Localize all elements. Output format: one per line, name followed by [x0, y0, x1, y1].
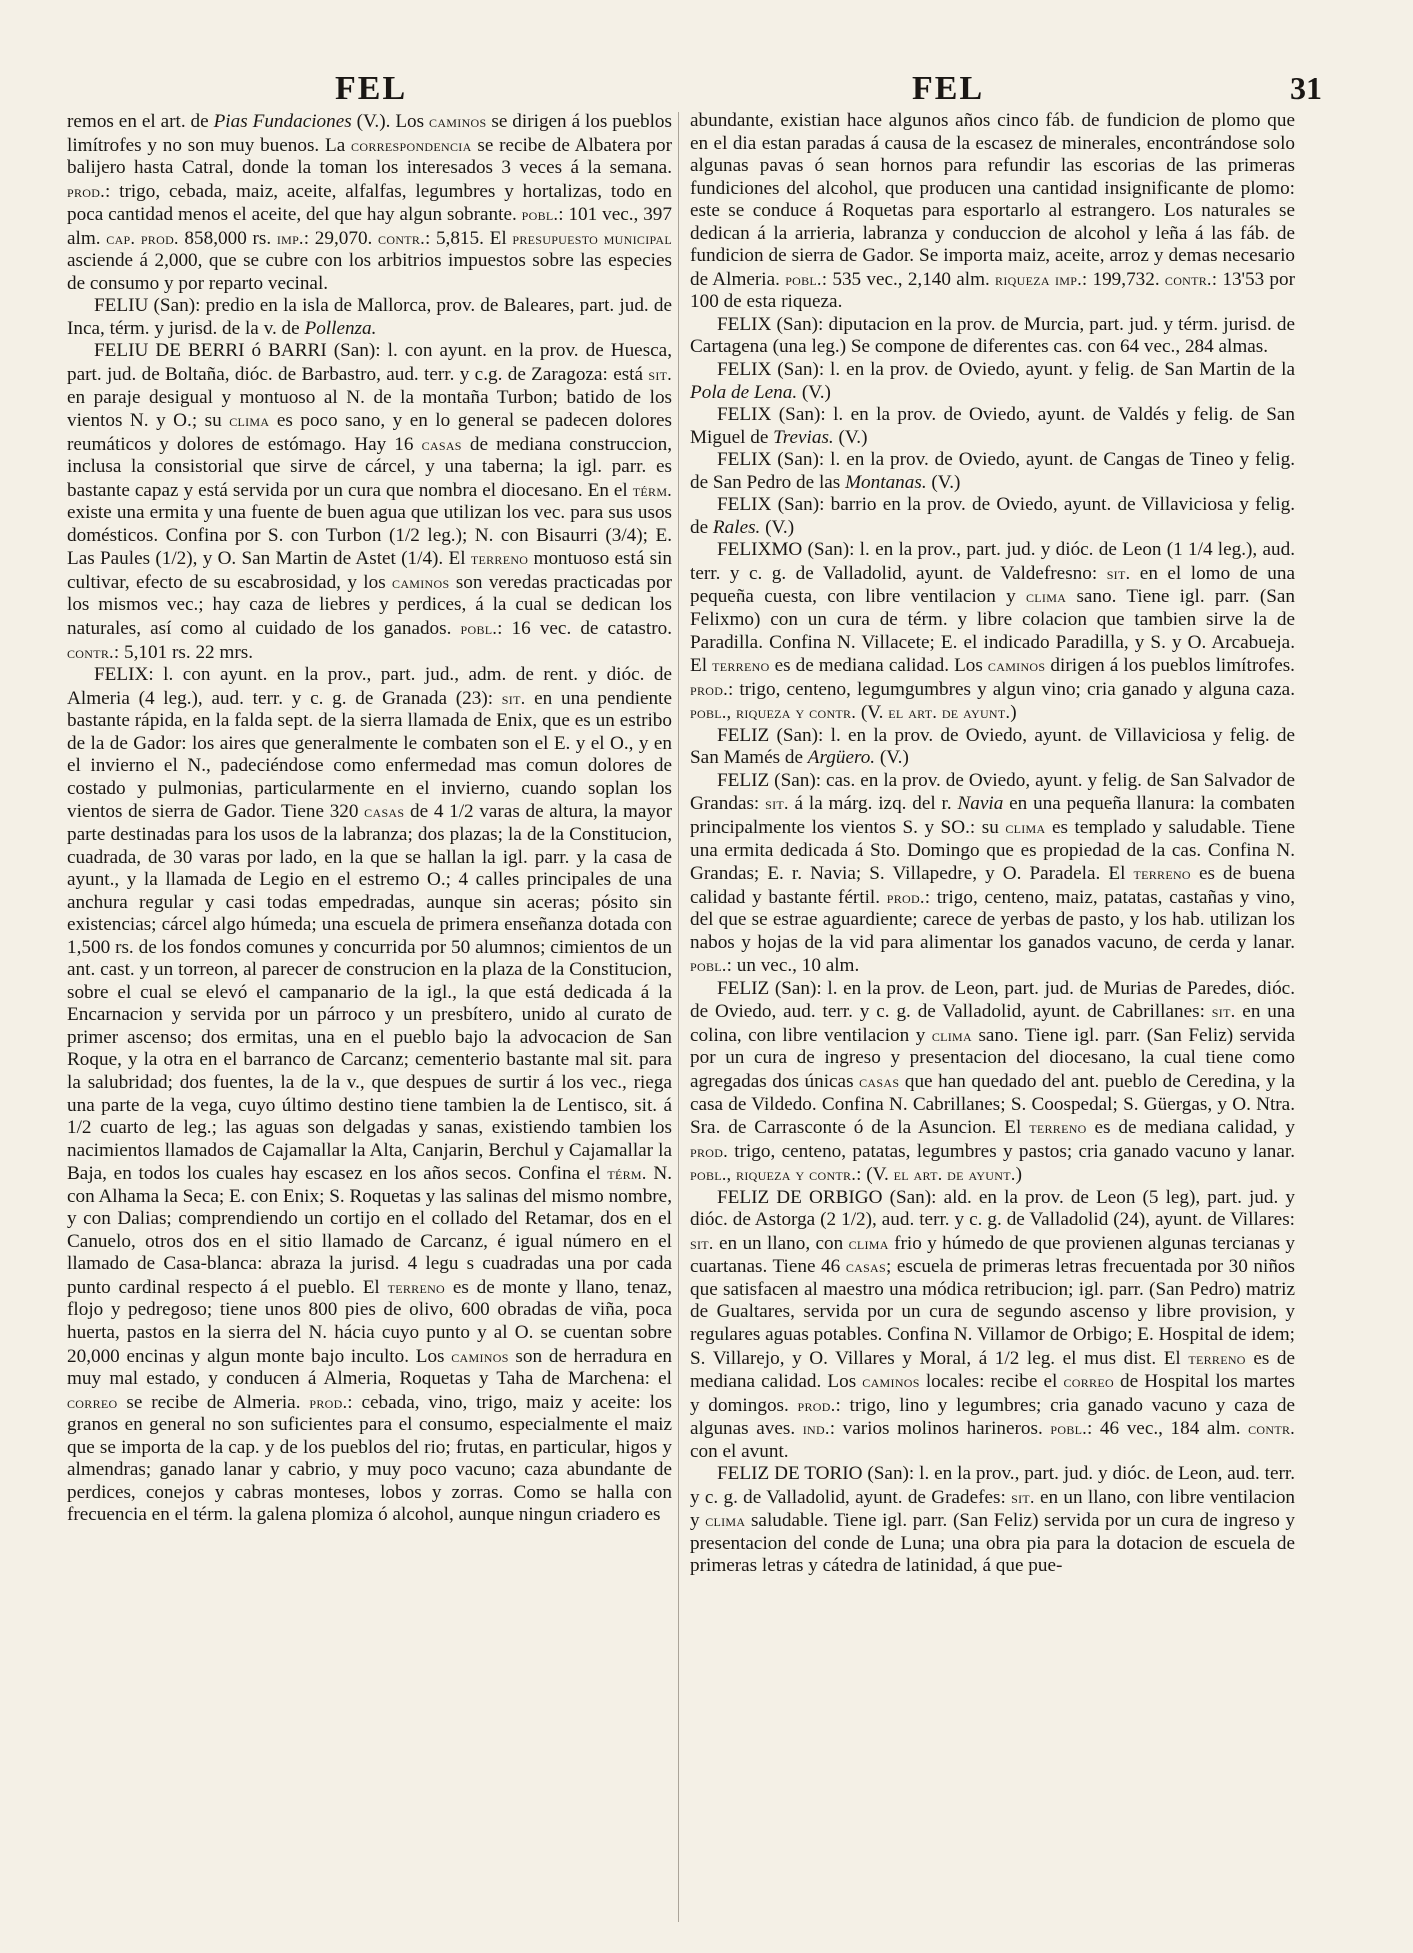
smallcaps-text: caminos [862, 1371, 920, 1392]
smallcaps-text: prod. [886, 886, 925, 907]
smallcaps-text: pobl. [785, 268, 822, 289]
entry-felixmo: FELIXMO (San): l. en la prov., part. jud. y dióc. de Leon (1 1/4 leg.), aud. terr. y c. g. de Valladolid, ayunt. de Valdefresno: sit. en el lomo de una pequeña cuesta, con libre ventilacion y clima sano. Tiene igl. parr. (San Felixmo) con un cura de térm. y libre colacion que tambien sirve la de Paradilla. Confina N. Villacete; E. el indicado Paradilla, y S. y O. Arcabueja. El terreno es de mediana calidad. Los caminos dirigen á los pueblos limítrofes. prod.: trigo, centeno, legumgumbres y algun vino; cria ganado y alguna caza. pobl., riqueza y contr. (V. el art. de ayunt.) [690, 539, 1295, 724]
smallcaps-text: casas [859, 1070, 900, 1091]
smallcaps-text: presupuesto municipal [512, 227, 672, 248]
entry-continuation: remos en el art. de Pias Fundaciones (V.). Los caminos se dirigen á los pueblos limítrofes y no son muy buenos. La correspondencia se recibe de Albatera por balijero hasta Catral, donde la toman los interesados 3 veces á la semana. prod.: trigo, cebada, maiz, aceite, alfalfas, legumbres y hortalizas, todo en poca cantidad menos el aceite, del que hay algun sobrante. pobl.: 101 vec., 397 alm. cap. prod. 858,000 rs. imp.: 29,070. contr.: 5,815. El presupuesto municipal asciende á 2,000, que se cubre con los arbitrios impuestos sobre las especies de consumo y por reparto vecinal. [67, 111, 673, 294]
smallcaps-text: contr. [1248, 1418, 1295, 1439]
smallcaps-text: casas [421, 433, 462, 454]
smallcaps-text: el art. de ayunt. [888, 702, 1011, 723]
smallcaps-text: cap. prod. [106, 227, 179, 248]
smallcaps-text: caminos [429, 111, 487, 131]
smallcaps-text: terreno [387, 1276, 446, 1297]
smallcaps-text: clima [229, 410, 270, 431]
italic-text: Rales. [712, 516, 761, 538]
italic-text: Pollenza. [304, 317, 377, 339]
smallcaps-text: pobl. [690, 955, 727, 976]
smallcaps-text: ind. [802, 1418, 830, 1439]
smallcaps-text: térm. [607, 1163, 647, 1184]
smallcaps-text: pobl. [1050, 1418, 1087, 1439]
entry-continuation: abundante, existian hace algunos años cinco fáb. de fundicion de plomo que en el dia estan paradas á causa de la escasez de minerales, encontrándose solo algunas pavas ó sean hornos para refundir las escorias de las primeras fundiciones del alcohol, que producen una cantidad insignificante de plomo: este se conduce á Roquetas para esportarlo al estrangero. Los naturales se dedican á la arrieria, labranza y conduccion de alcohol y leña á las fáb. de fundicion de sierra de Gador. Se importa maiz, aceite, arroz y demas necesario de Almeria. pobl.: 535 vec., 2,140 alm. riqueza imp.: 199,732. contr.: 13'53 por 100 de esta riqueza. [690, 110, 1295, 313]
italic-text: Trevias. [773, 426, 834, 448]
entry-feliz-de-orbigo: FELIZ DE ORBIGO (San): ald. en la prov. de Leon (5 leg), part. jud. y dióc. de Astorga (2 1/2), aud. terr. y c. g. de Valladolid (24), ayunt. de Villares: sit. en un llano, con clima frio y húmedo de que provienen algunas tercianas y cuartanas. Tiene 46 casas; escuela de primeras letras frecuentada por 30 niños que satisfacen al maestro una módica retribucion; igl. parr. (San Pedro) matriz de Gualtares, servida por un cura de segundo ascenso y libre provision, y regulares aguas potables. Confina N. Villamor de Orbigo; E. Hospital de idem; S. Villarejo, y O. Villares y Moral, á 1/2 leg. el mus dist. El terreno es de mediana calidad. Los caminos locales: recibe el correo de Hospital los martes y domingos. prod.: trigo, lino y legumbres; cria ganado vacuno y caza de algunas aves. ind.: varios molinos harineros. pobl.: 46 vec., 184 alm. contr. con el avunt. [690, 1186, 1296, 1462]
smallcaps-text: clima [705, 1510, 746, 1531]
entry-felix-trevias: FELIX (San): l. en la prov. de Oviedo, ayunt. de Valdés y felig. de San Miguel de Trevias. (V.) [690, 404, 1295, 448]
smallcaps-text: el art. de ayunt. [893, 1164, 1016, 1185]
smallcaps-text: clima [848, 1232, 889, 1253]
entry-felix-pola-de-lena: FELIX (San): l. en la prov. de Oviedo, ayunt. y felig. de San Martin de la Pola de Lena. (V.) [690, 359, 1295, 403]
entry-feliu-de-berri: FELIU DE BERRI ó BARRI (San): l. con ayunt. en la prov. de Huesca, part. jud. de Boltaña, dióc. de Barbastro, aud. terr. y c.g. de Zaragoza: está sit. en paraje desigual y montuoso al N. de la montaña Turbon; batido de los vientos N. y O.; su clima es poco sano, y en lo general se padecen dolores reumáticos y dolores de estómago. Hay 16 casas de mediana construccion, inclusa la consistorial que sirve de cárcel, y una taberna; la igl. parr. es bastante capaz y está servida por un cura que nombra el diocesano. En el térm. existe una ermita y una fuente de buen agua que utilizan los vec. para sus usos domésticos. Confina por S. con Turbon (1/2 leg.); N. con Bisaurri (3/4); E. Las Paules (1/2), y O. San Martin de Astet (1/4). El terreno montuoso está sin cultivar, efecto de su escabrosidad, y los caminos son veredas practicadas por los mismos vec.; hay caza de liebres y perdices, á la cual se dedican los naturales, así como al cuidado de los ganados. pobl.: 16 vec. de catastro. contr.: 5,101 rs. 22 mrs. [67, 340, 673, 663]
smallcaps-text: pobl. [460, 618, 498, 639]
smallcaps-text: contr. [378, 227, 425, 248]
italic-text: Pola de Lena. [690, 381, 798, 403]
entry-felix-murcia: FELIX (San): diputacion en la prov. de Murcia, part. jud. y térm. jurisd. de Cartagena (una leg.) Se compone de diferentes cas. con 64 vec., 284 almas. [690, 313, 1295, 358]
smallcaps-text: prod. [797, 1394, 836, 1415]
entry-feliz-grandas: FELIZ (San): cas. en la prov. de Oviedo, ayunt. y felig. de San Salvador de Grandas: sit. á la márg. izq. del r. Navia en una pequeña llanura: la combaten principalmente los vientos S. y SO.: su clima es templado y saludable. Tiene una ermita dedicada á Sto. Domingo que es propiedad de la cas. Confina N. Grandas; E. r. Navia; S. Villapedre, y O. Paradela. El terreno es de buena calidad y bastante fértil. prod.: trigo, centeno, maiz, patatas, castañas y vino, del que se estrae aguardiente; carece de yerbas de pasto, y los hab. utilizan los nabos y hojas de la vid para alimentar los ganados vacuno, de cerda y lanar. pobl.: un vec., 10 alm. [690, 769, 1296, 977]
smallcaps-text: sit. [1106, 562, 1131, 583]
smallcaps-text: clima [931, 1024, 972, 1045]
running-header-right: FEL [912, 70, 985, 107]
entry-feliz-arguero: FELIZ (San): l. en la prov. de Oviedo, ayunt. de Villaviciosa y felig. de San Mamés de Argüero. (V.) [690, 724, 1295, 769]
smallcaps-text: clima [1005, 816, 1046, 837]
smallcaps-text: sit. [501, 687, 526, 708]
smallcaps-text: pobl., riqueza y contr. [690, 1164, 857, 1185]
smallcaps-text: sit. [690, 1232, 714, 1253]
running-header-left: FEL [335, 70, 408, 107]
smallcaps-text: riqueza imp. [995, 268, 1082, 289]
smallcaps-text: sit. [1011, 1486, 1035, 1507]
smallcaps-text: pobl., riqueza y contr. [690, 702, 857, 723]
smallcaps-text: casas [364, 801, 405, 822]
entry-feliz-leon: FELIZ (San): l. en la prov. de Leon, part. jud. de Murias de Paredes, dióc. de Oviedo, aud. terr. y c. g. de Valladolid, ayunt. de Cabrillanes: sit. en una colina, con libre ventilacion y clima sano. Tiene igl. parr. (San Feliz) servida por un cura de ingreso y presentacion del diocesano, la cual tiene como agregadas dos únicas casas que han quedado del ant. pueblo de Ceredina, y la casa de Vildedo. Confina N. Cabrillanes; S. Coospedal; S. Güergas, y O. Ntra. Sra. de Carrasconte ó de la Asuncion. El terreno es de mediana calidad, y prod. trigo, centeno, patatas, legumbres y pastos; cria ganado vacuno y lanar. pobl., riqueza y contr.: (V. el art. de ayunt.) [690, 977, 1296, 1186]
smallcaps-text: terreno [712, 655, 770, 676]
page-number: 31 [1290, 70, 1322, 106]
italic-text: Navia [957, 793, 1004, 815]
italic-text: Montanas. [845, 471, 927, 493]
smallcaps-text: prod. [690, 678, 728, 699]
entry-felix-rales: FELIX (San): barrio en la prov. de Oviedo, ayunt. de Villaviciosa y felig. de Rales. (V.) [690, 494, 1295, 538]
smallcaps-text: prod. [309, 1391, 348, 1412]
italic-text: Argüero. [807, 747, 876, 769]
smallcaps-text: caminos [987, 655, 1046, 676]
entry-feliu: FELIU (San): predio en la isla de Mallorca, prov. de Baleares, part. jud. de Inca, térm. y jurisd. de la v. de Pollenza. [67, 295, 672, 339]
smallcaps-text: pobl. [521, 204, 559, 225]
smallcaps-text: casas [845, 1256, 886, 1277]
smallcaps-text: terreno [1029, 1117, 1087, 1138]
smallcaps-text: contr. [67, 641, 114, 662]
smallcaps-text: térm. [632, 479, 672, 500]
smallcaps-text: sit. [648, 364, 672, 385]
smallcaps-text: sit. [765, 793, 789, 814]
smallcaps-text: prod. [690, 1140, 728, 1161]
left-column [67, 110, 672, 1527]
smallcaps-text: sit. [1211, 1001, 1236, 1022]
italic-text: Pias Fundaciones [213, 111, 352, 132]
smallcaps-text: clima [1026, 586, 1067, 607]
smallcaps-text: correo [1063, 1371, 1114, 1392]
smallcaps-text: terreno [470, 548, 529, 569]
smallcaps-text: correo [67, 1391, 118, 1412]
right-column [690, 110, 1295, 1578]
smallcaps-text: terreno [1188, 1347, 1246, 1368]
entry-felix: FELIX: l. con ayunt. en la prov., part. jud., adm. de rent. y dióc. de Almeria (4 leg.), aud. terr. y c. g. de Granada (23): sit. en una pendiente bastante rápida, en la falda sept. de la sierra llamada de Enix, que es un estribo de la de Gador: los aires que generalmente le combaten son el E. y el O., y en el invierno el N., padeciéndose como enfermedad mas comun dolores de costado y pulmonias, particularmente en el invierno, cuando soplan los vientos de sierra de Gador. Tiene 320 casas de 4 1/2 varas de altura, la mayor parte destinadas para los usos de la labranza; dos plazas; la de la Constitucion, cuadrada, de 30 varas por lado, en la que se hallan la igl. parr. y la casa de ayunt., y la llamada de Legio en el estremo O.; 4 calles principales de una anchura regular y casi todas empedradas, aunque sin aceras; pósito sin existencias; cárcel algo húmeda; una escuela de primera enseñanza dotada con 1,500 rs. de los fondos comunes y concurrida por 50 alumnos; cimientos de un ant. cast. y un torreon, al parecer de construcion en la plaza de la Constitucion, sobre el cual se elevó el campanario de la igl., la que está dedicada á la Encarnacion y servida por un párroco y un presbítero, unido al curato de primer ascenso; dos ermitas, una en el pueblo bajo la advocacion de San Roque, y la otra en el barranco de Carcanz; cementerio bastante mal sit. para la salubridad; dos fuentes, la de la v., que despues de surtir á los vec., riega una parte de la vega, cuyo último destino tiene tambien la de Lentisco, sit. á 1/2 cuarto de leg.; las aguas son delgadas y sanas, existiendo tambien los nacimientos llamados de Cajamallar la Alta, Canjarin, Berchul y Cajamallar la Baja, en todos los cuales hay escasez en los años secos. Confina el térm. N. con Alhama la Seca; E. con Enix; S. Roquetas y las salinas del mismo nombre, y con Dalias; comprendiendo un cortijo en el collado del Retamar, dos en el Canuelo, otros dos en el sitio llamado de Carcanz, é igual número en el llamado de Casa-blanca: abraza la jurisd. 4 legu s cuadradas una por cada punto cardinal respecto á el pueblo. El terreno es de monte y llano, tenaz, flojo y pedregoso; tiene unos 800 pies de olivo, 600 obradas de viña, poca huerta, pastos en la sierra del N. hácia cuyo punto y al O. se cuentan sobre 20,000 encinas y algun monte bajo inculto. Los caminos son de herradura en muy mal estado, y conducen á Almeria, Roquetas y Taha de Marchena: el correo se recibe de Almeria. prod.: cebada, vino, trigo, maiz y aceite: los granos en general no son suficientes para el consumo, especialmente el maiz que se importa de la cap. y de los pueblos del rio; frutas, en particular, higos y almendras; ganado lanar y cabrio, y muy poco vacuno; caza abundante de perdices, conejos y cabras monteses, lobos y zorras. Como se halla con frecuencia en el térm. la galena plomiza ó alcohol, aunque ningun criadero es [67, 664, 673, 1526]
smallcaps-text: terreno [1133, 863, 1191, 884]
column-divider [678, 112, 679, 1922]
smallcaps-text: correspondencia [351, 134, 472, 155]
smallcaps-text: caminos [392, 571, 450, 592]
entry-felix-montanas: FELIX (San): l. en la prov. de Oviedo, ayunt. de Cangas de Tineo y felig. de San Pedro de las Montanas. (V.) [690, 449, 1295, 493]
smallcaps-text: prod. [67, 180, 105, 201]
smallcaps-text: imp. [276, 227, 304, 248]
smallcaps-text: caminos [451, 1345, 509, 1366]
smallcaps-text: contr. [1164, 268, 1212, 289]
entry-feliz-de-torio: FELIZ DE TORIO (San): l. en la prov., part. jud. y dióc. de Leon, aud. terr. y c. g. de Valladolid, ayunt. de Gradefes: sit. en un llano, con libre ventilacion y clima saludable. Tiene igl. parr. (San Feliz) servida por un cura de ingreso y presentacion del conde de Luna; una obra pia para la dotacion de escuela de primeras letras y cátedra de latinidad, á que pue- [690, 1463, 1296, 1577]
